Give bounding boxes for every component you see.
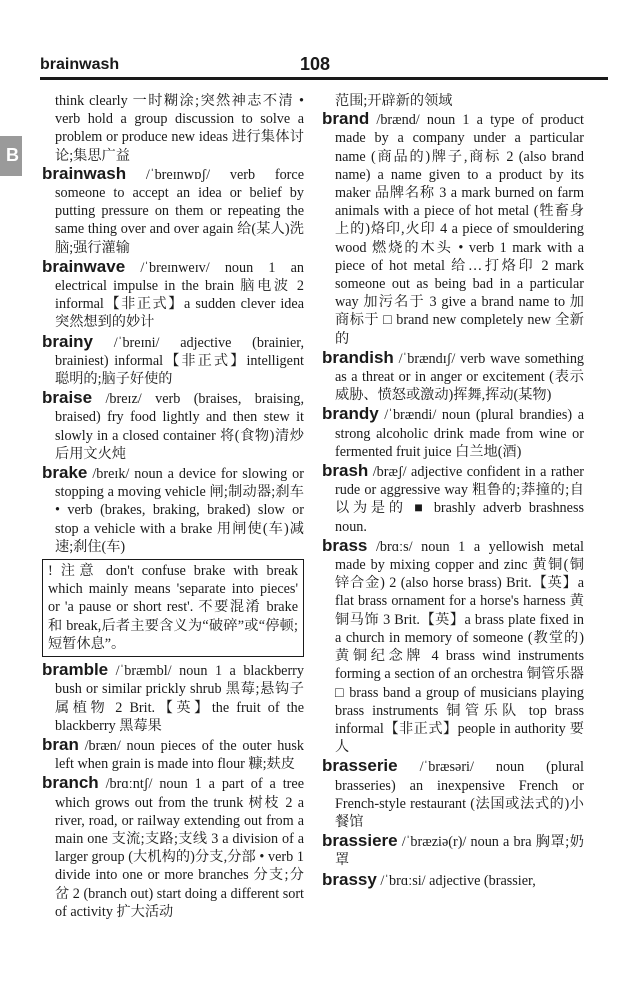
definition: /ˈbreɪnweɪv/ noun 1 an electrical impulse in the brain 脑电波 2 informal【非正式】a sudden clever idea 突然想到的妙计 bbox=[55, 259, 305, 331]
headword: brassy bbox=[322, 869, 377, 889]
definition: /bræn/ noun pieces of the outer husk left when grain is made into flour 糠;麸皮 bbox=[55, 737, 305, 773]
entry-brand bbox=[322, 110, 584, 348]
entry-brassy bbox=[322, 871, 584, 890]
guide-word: brainwash bbox=[40, 56, 120, 73]
definition: /bræʃ/ adjective confident in a rather rude or aggressive way 粗鲁的;莽撞的;自以为是的 ■ brashly adverb brashness noun. bbox=[335, 464, 584, 535]
left-column bbox=[42, 92, 304, 922]
entry-brass bbox=[322, 537, 584, 756]
continued-entry: 范围;开辟新的领域 bbox=[335, 93, 453, 109]
entry-brainwash bbox=[42, 165, 304, 257]
headword: brake bbox=[42, 463, 88, 483]
entry-brainy bbox=[42, 333, 304, 389]
entry-brassiere bbox=[322, 832, 584, 869]
definition: /breɪk/ noun a device for slowing or stopping a moving vehicle 闸;制动器;刹车 • verb (brakes, braking, braked) slow or stop a vehicle with a brake 用闸使(车)减速;刹住(车) bbox=[55, 466, 304, 555]
definition: /breɪz/ verb (braises, braising, braised) fry food lightly and then stew it slowly in a closed container 将(食物)清炒后用文火炖 bbox=[55, 391, 305, 462]
headword: brainwave bbox=[42, 256, 126, 276]
headword: bramble bbox=[42, 660, 109, 680]
headword: brasserie bbox=[322, 756, 398, 776]
headword: brand bbox=[322, 109, 370, 129]
definition: /brɑːntʃ/ noun 1 a part of a tree which grows out from the trunk 树枝 2 a river, road, or railway extending out from a main one 支流;支路;支线 3 a division of a larger group (大机构的)分支,分部 • verb 1 divide into one or more branches 分支;分岔 2 (branch out) start doing a different sort of activity 扩大活动 bbox=[55, 776, 305, 920]
definition: /ˈbreɪni/ adjective (brainier, brainiest) informal【非正式】intelligent 聪明的;脑子好使的 bbox=[55, 334, 304, 388]
entry-bran bbox=[42, 736, 304, 773]
entry-braise bbox=[42, 389, 304, 463]
usage-note-box: ! 注意 don't confuse brake with break which mainly means 'separate into pieces' or 'a pause or short rest'. 不要混淆 brake 和 break,后者主要含义为“破碎”或“停顿;短暂休息”。 bbox=[42, 559, 304, 657]
continued-entry: think clearly 一时糊涂;突然神志不清 • verb hold a group discussion to solve a problem or produce new ideas 进行集体讨论;集思广益 bbox=[55, 93, 304, 164]
entry-brandish bbox=[322, 349, 584, 405]
entry-brash bbox=[322, 462, 584, 536]
thumb-index-tab bbox=[0, 136, 22, 176]
entry-brasserie bbox=[322, 757, 584, 831]
headword: branch bbox=[42, 773, 99, 793]
headword: brandy bbox=[322, 404, 379, 424]
entry-branch bbox=[42, 774, 304, 921]
headword: brass bbox=[322, 535, 368, 555]
entry-brainwave bbox=[42, 258, 304, 332]
definition: /brænd/ noun 1 a type of product made by a company under a particular name (商品的)牌子,商标 2 (also brand name) a name given to a product by its maker 品牌名称 3 a mark burned on farm animals with a piece of hot metal (牲畜身上的)烙印,火印 4 a piece of smouldering wood 燃烧的木头 • verb 1 mark with a piece of hot metal 给…打烙印 2 mark someone out as being bad in a particular way 加污名于 3 give a brand name to 加商标于 □ brand new completely new 全新的 bbox=[335, 112, 585, 347]
headword: braise bbox=[42, 388, 93, 408]
headword: brassiere bbox=[322, 831, 398, 851]
definition: /ˈbræsəri/ noun (plural brasseries) an inexpensive French or French-style restaurant (法国或法式的)小餐馆 bbox=[335, 759, 584, 830]
definition: /ˈbræmbl/ noun 1 a blackberry bush or similar prickly shrub 黑莓;悬钩子属植物 2 Brit.【英】the fruit of the blackberry 黑莓果 bbox=[55, 663, 304, 734]
headword: bran bbox=[42, 734, 79, 754]
headword: brandish bbox=[322, 347, 394, 367]
running-header bbox=[40, 52, 608, 76]
entry-bramble bbox=[42, 661, 304, 735]
definition: /ˈbrændɪʃ/ verb wave something as a threat or in anger or excitement (表示威胁、愤怒或激动)挥舞,挥动(某物) bbox=[335, 350, 585, 404]
entry-brandy bbox=[322, 405, 584, 461]
definition: /ˈbræziə(r)/ noun a bra 胸罩;奶罩 bbox=[335, 834, 584, 869]
header-rule bbox=[40, 77, 608, 80]
entry-brake bbox=[42, 464, 304, 556]
headword: brash bbox=[322, 461, 369, 481]
page-number: 108 bbox=[300, 54, 331, 74]
definition: /ˈbrɑːsi/ adjective (brassier, bbox=[380, 872, 536, 889]
right-column bbox=[322, 92, 584, 891]
headword: brainwash bbox=[42, 163, 127, 183]
definition: /ˈbreɪnwɒʃ/ verb force someone to accept an idea or belief by putting pressure on them or repeating the same thing over and over again 给(某人)洗脑;强行灌输 bbox=[55, 166, 305, 256]
definition: /ˈbrændi/ noun (plural brandies) a strong alcoholic drink made from wine or fermented fruit juice 白兰地(酒) bbox=[335, 407, 585, 460]
thumb-index-letter: B bbox=[6, 145, 19, 165]
definition: /brɑːs/ noun 1 a yellowish metal made by mixing copper and zinc 黄铜(铜锌合金) 2 (also horse brass) Brit.【英】a flat brass ornament for a horse's harness 黄铜马饰 3 Brit.【英】a brass plate fixed in a church in memory of someone (教堂的)黄铜纪念牌 4 brass wind instruments forming a section of an orchestra 铜管乐器 □ brass band a group of musicians playing brass instruments 铜管乐队 top brass informal【非正式】people in authority 要人 bbox=[335, 538, 584, 756]
headword: brainy bbox=[42, 331, 94, 351]
